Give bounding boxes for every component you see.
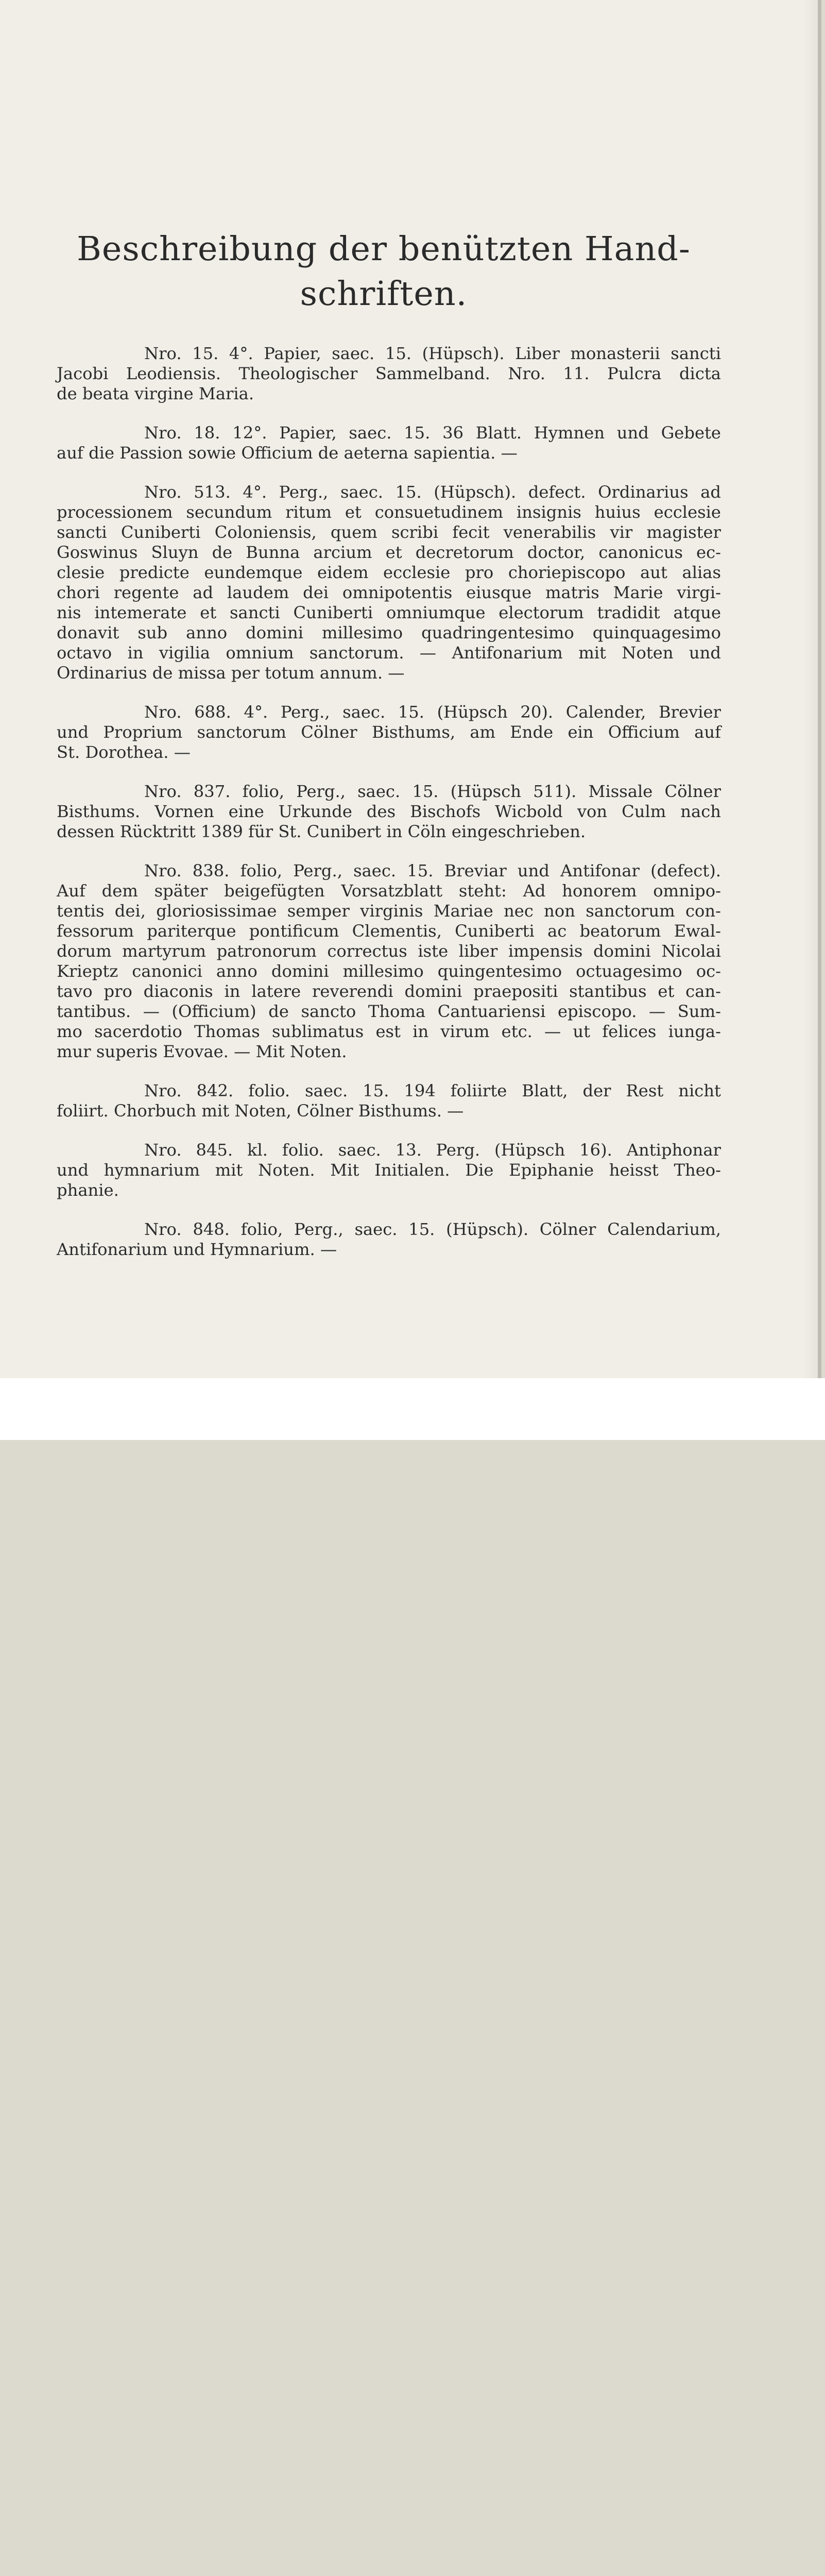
- entry-line: mur superis Evovae. — Mit Noten.: [57, 1042, 347, 1061]
- page-title: [41, 227, 726, 316]
- entry-line: phanie.: [57, 1180, 119, 1200]
- entry-line: Jacobi Leodiensis. Theologischer Sammelband. Nro. 11. Pulcra dicta: [57, 364, 721, 383]
- entry-line: mo sacerdotio Thomas sublimatus est in virum etc. — ut felices iunga-: [57, 1022, 721, 1041]
- entry-line: donavit sub anno domini millesimo quadringentesimo quinquagesimo: [57, 623, 721, 642]
- manuscript-entry: [57, 702, 721, 762]
- entry-line: Bisthums. Vornen eine Urkunde des Bischofs Wicbold von Culm nach: [57, 802, 721, 821]
- manuscript-entry: [57, 782, 721, 842]
- entry-line: Nro. 18. 12°. Papier, saec. 15. 36 Blatt. Hymnen und Gebete: [144, 423, 721, 443]
- entry-line: und hymnarium mit Noten. Mit Initialen. Die Epiphanie heisst Theo-: [57, 1160, 721, 1180]
- entry-line: Antifonarium und Hymnarium. —: [57, 1240, 337, 1259]
- entry-line: fessorum pariterque pontificum Clementis, Cuniberti ac beatorum Ewal-: [57, 921, 721, 941]
- manuscript-entry: [57, 1140, 721, 1200]
- title-line: Beschreibung der benützten Hand-: [77, 230, 691, 268]
- entry-line: Ordinarius de missa per totum annum. —: [57, 663, 405, 683]
- manuscript-entry: [57, 1081, 721, 1121]
- manuscript-list: [57, 344, 721, 1279]
- entry-line: foliirt. Chorbuch mit Noten, Cölner Bisthums. —: [57, 1101, 464, 1121]
- entry-line: Nro. 838. folio, Perg., saec. 15. Breviar und Antifonar (defect).: [144, 861, 721, 880]
- entry-line: Nro. 845. kl. folio. saec. 13. Perg. (Hüpsch 16). Antiphonar: [144, 1140, 721, 1160]
- entry-line: de beata virgine Maria.: [57, 384, 254, 403]
- manuscript-entry: [57, 482, 721, 683]
- entry-line: und Proprium sanctorum Cölner Bisthums, am Ende ein Officium auf: [57, 722, 721, 742]
- manuscript-entry: [57, 1219, 721, 1260]
- entry-line: octavo in vigilia omnium sanctorum. — Antifonarium mit Noten und: [57, 643, 721, 663]
- manuscript-entry: [57, 861, 721, 1062]
- entry-line: nis intemerate et sancti Cuniberti omniumque electorum tradidit atque: [57, 603, 721, 622]
- entry-line: auf die Passion sowie Officium de aeterna sapientia. —: [57, 443, 518, 463]
- entry-line: clesie predicte eundemque eidem ecclesie pro choriepiscopo aut alias: [57, 563, 721, 582]
- entry-line: processionem secundum ritum et consuetudinem insignis huius ecclesie: [57, 502, 721, 522]
- entry-line: Nro. 513. 4°. Perg., saec. 15. (Hüpsch). defect. Ordinarius ad: [144, 482, 721, 502]
- entry-line: Nro. 848. folio, Perg., saec. 15. (Hüpsch). Cölner Calendarium,: [144, 1219, 721, 1239]
- entry-line: Auf dem später beigefügten Vorsatzblatt steht: Ad honorem omnipo-: [57, 881, 721, 901]
- manuscript-entry: [57, 423, 721, 463]
- entry-line: Nro. 688. 4°. Perg., saec. 15. (Hüpsch 20). Calender, Brevier: [144, 702, 721, 722]
- entry-line: dessen Rücktritt 1389 für St. Cunibert in Cöln eingeschrieben.: [57, 822, 586, 841]
- entry-line: St. Dorothea. —: [57, 742, 191, 762]
- entry-line: Goswinus Sluyn de Bunna arcium et decretorum doctor, canonicus ec-: [57, 543, 721, 562]
- page-edge-shadow: [803, 0, 821, 1378]
- entry-line: tantibus. — (Officium) de sancto Thoma Cantuariensi episcopo. — Sum-: [57, 1002, 721, 1021]
- title-line: schriften.: [300, 275, 468, 313]
- entry-line: sancti Cuniberti Coloniensis, quem scribi fecit venerabilis vir magister: [57, 522, 721, 542]
- entry-line: tavo pro diaconis in latere reverendi domini praepositi stantibus et can-: [57, 981, 721, 1001]
- entry-line: tentis dei, gloriosissimae semper virginis Mariae nec non sanctorum con-: [57, 901, 721, 921]
- entry-line: Nro. 837. folio, Perg., saec. 15. (Hüpsch 511). Missale Cölner: [144, 782, 721, 801]
- entry-line: Nro. 842. folio. saec. 15. 194 foliirte Blatt, der Rest nicht: [144, 1081, 721, 1100]
- entry-line: dorum martyrum patronorum correctus iste liber impensis domini Nicolai: [57, 941, 721, 961]
- footer-bar: [0, 1378, 825, 1440]
- entry-line: chori regente ad laudem dei omnipotentis eiusque matris Marie virgi-: [57, 583, 721, 602]
- entry-line: Krieptz canonici anno domini millesimo quingentesimo octuagesimo oc-: [57, 961, 721, 981]
- entry-line: Nro. 15. 4°. Papier, saec. 15. (Hüpsch). Liber monasterii sancti: [144, 344, 721, 363]
- manuscript-entry: [57, 344, 721, 404]
